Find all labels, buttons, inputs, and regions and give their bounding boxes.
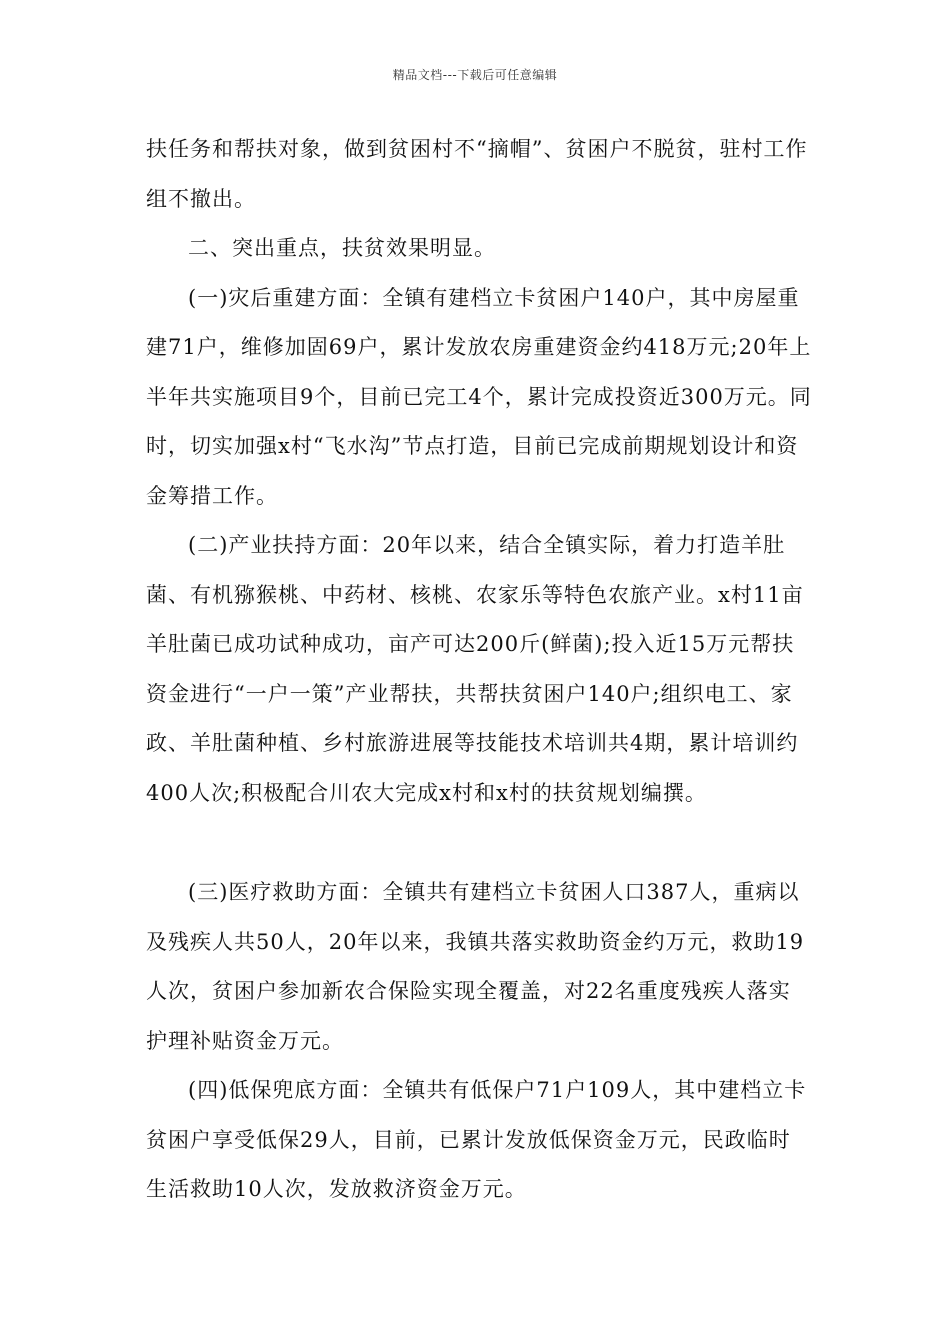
paragraph-spacer — [146, 818, 812, 868]
paragraph-industry-support: (二)产业扶持方面：20年以来，结合全镇实际，着力打造羊肚菌、有机猕猴桃、中药材、核桃、农家乐等特色农旅产业。x村11亩羊肚菌已成功试种成功，亩产可达200斤(鲜菌);投入近15万元帮扶资金进行“一户一策”产业帮扶，共帮扶贫困户140户;组织电工、家政、羊肚菌种植、乡村旅游进展等技能技术培训共4期，累计培训约400人次;积极配合川农大完成x村和x村的扶贫规划编撰。 — [146, 533, 804, 805]
document-body — [146, 125, 812, 1215]
paragraph-medical-aid: (三)医疗救助方面：全镇共有建档立卡贫困人口387人，重病以及残疾人共50人，20年以来，我镇共落实救助资金约万元，救助19人次，贫困户参加新农合保险实现全覆盖，对22名重度残疾人落实护理补贴资金万元。 — [146, 880, 805, 1053]
paragraph-continuation: 扶任务和帮扶对象，做到贫困村不“摘帽”、贫困户不脱贫，驻村工作组不撤出。 — [146, 137, 808, 211]
section-heading: 二、突出重点，扶贫效果明显。 — [188, 236, 496, 260]
page-header: 精品文档---下载后可任意编辑 — [392, 68, 558, 82]
paragraph-subsistence-allowance: (四)低保兜底方面：全镇共有低保户71户109人，其中建档立卡贫困户享受低保29人，目前，已累计发放低保资金万元，民政临时生活救助10人次，发放救济资金万元。 — [146, 1078, 807, 1201]
paragraph-reconstruction: (一)灾后重建方面：全镇有建档立卡贫困户140户，其中房屋重建71户，维修加固69户，累计发放农房重建资金约418万元;20年上半年共实施项目9个，目前已完工4个，累计完成投资近300万元。同时，切实加强x村“飞水沟”节点打造，目前已完成前期规划设计和资金筹措工作。 — [146, 285, 812, 508]
